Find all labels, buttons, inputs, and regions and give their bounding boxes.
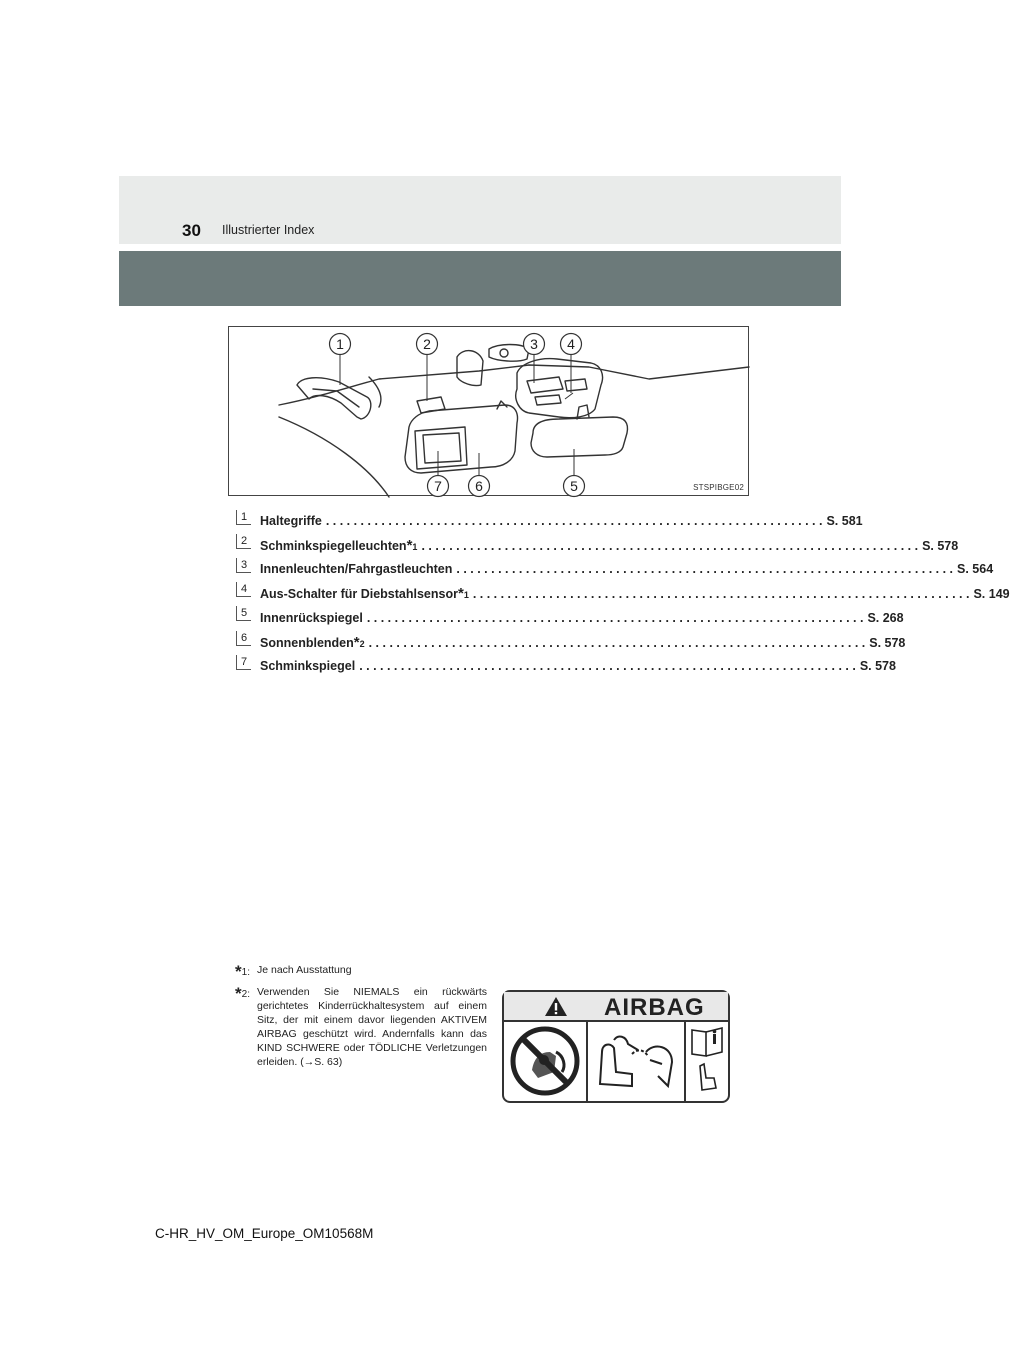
document-id: C-HR_HV_OM_Europe_OM10568M [155,1226,374,1241]
asterisk-icon: * [457,585,464,603]
dot-leader [473,587,970,601]
callout-6-label: 6 [475,478,483,494]
item-label: Innenrückspiegel [260,610,363,625]
item-number: 6 [236,631,251,646]
callout-2-label: 2 [423,336,431,352]
pointing-hand-icon [700,1064,716,1090]
page-reference[interactable]: S. 564 [957,562,994,577]
dot-leader [359,659,856,673]
footnote-marker: *1: [235,962,250,981]
page-reference[interactable]: S. 578 [859,659,896,674]
dot-leader [456,562,953,576]
footnote-text: Je nach Ausstattung [257,964,352,976]
footnote-ref: 2 [359,638,365,649]
warning-triangle-icon [544,996,568,1017]
item-label: Sonnenblenden [260,635,354,650]
no-child-seat-icon [504,1022,586,1101]
page-reference[interactable]: S. 581 [826,514,863,529]
page-reference[interactable]: S. 268 [867,610,904,625]
section-title: Illustrierter Index [222,223,315,237]
interior-ceiling-illustration [228,326,749,496]
footnote-2 [235,985,487,1069]
callout-1-label: 1 [336,336,344,352]
list-item [236,630,906,654]
dot-leader [421,539,918,553]
dot-leader [326,514,823,528]
item-label: Schminkspiegelleuchten [260,538,407,553]
item-number: 5 [236,606,251,621]
airbag-title: AIRBAG [604,994,705,1021]
item-number: 7 [236,655,251,670]
footnote-ref: 1 [412,541,418,552]
callout-4-label: 4 [567,336,575,352]
index-list [236,509,1010,678]
dot-leader [369,636,866,650]
item-number: 1 [236,510,251,525]
list-item [236,582,1010,606]
page-reference[interactable]: S. 578 [869,635,906,650]
seat-airbag-icon [588,1022,684,1101]
footnote-text: Verwenden Sie NIEMALS ein rückwärts gerichtetes Kinderrückhaltesystem auf einem Sitz, der mit einem davor liegenden AKTIVEM AIRBAG geschützt wird. Andernfalls kann das KIND SCHWERE oder TÖDLICHE Verletzungen erleiden. (→S. 63) [257,986,487,1068]
airbag-deploy-cell [588,1022,686,1101]
list-item [236,654,896,678]
page-reference[interactable]: S. 149 [973,587,1010,602]
footnote-1 [235,962,352,981]
item-number: 4 [236,582,251,597]
footnote-ref: 1 [463,590,469,601]
item-label: Schminkspiegel [260,659,356,674]
item-label: Haltegriffe [260,514,322,529]
callout-7-label: 7 [434,478,442,494]
item-label: Aus-Schalter für Diebstahlsensor [260,587,458,602]
list-item [236,509,863,533]
callout-5-label: 5 [570,478,578,494]
item-number: 2 [236,534,251,549]
no-rear-facing-seat-cell [504,1022,588,1101]
ceiling-line-drawing [229,327,750,497]
header-dark-band [119,251,841,306]
airbag-warning-label [502,990,730,1103]
list-item [236,533,959,557]
read-manual-cell [686,1022,730,1101]
page-reference[interactable]: S. 578 [922,538,959,553]
asterisk-icon: * [406,536,413,554]
list-item [236,606,904,630]
item-label: Innenleuchten/Fahrgastleuchten [260,562,453,577]
manual-book-icon [686,1022,730,1101]
list-item [236,557,994,581]
dot-leader [367,611,864,625]
item-number: 3 [236,558,251,573]
callout-3-label: 3 [530,336,538,352]
asterisk-icon: * [353,633,360,651]
figure-code: STSPIBGE02 [693,483,744,492]
airbag-label-header [504,992,728,1022]
footnote-marker: *2: [235,984,250,1003]
page-number: 30 [182,221,201,240]
